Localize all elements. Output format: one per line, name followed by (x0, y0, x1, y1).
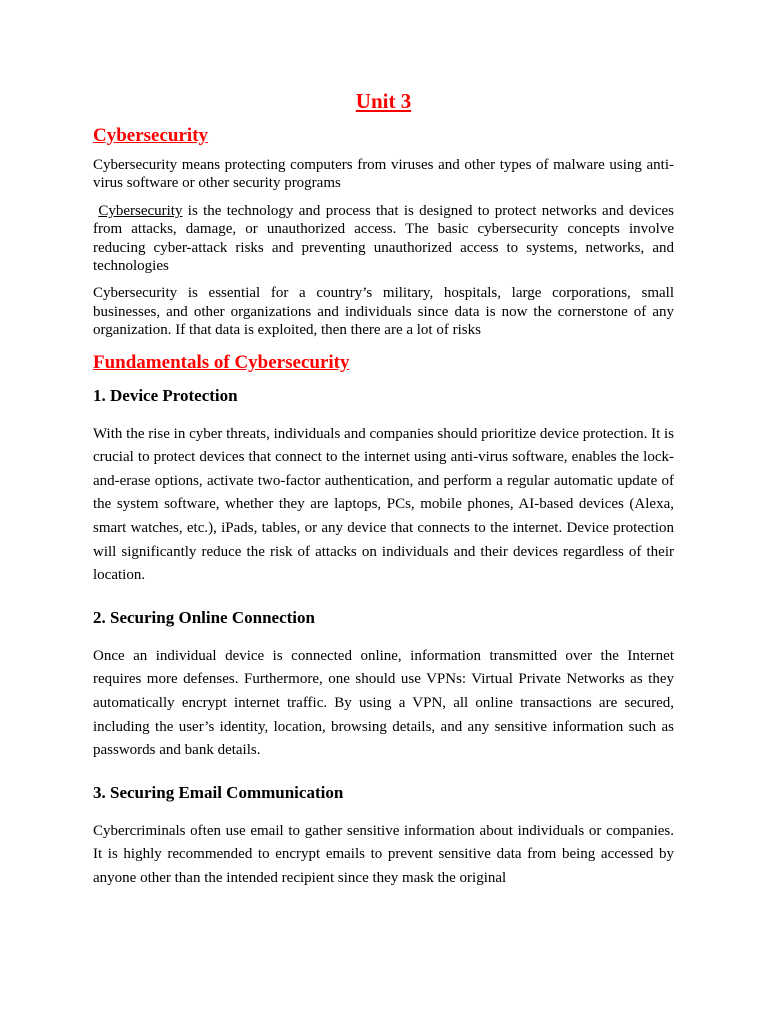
importance-paragraph: Cybersecurity is essential for a country’s military, hospitals, large corporations, small businesses, and other organizations and individuals since data is now the cornerstone of any organization. If that data is exploited, then there are a lot of risks (93, 285, 674, 339)
definition-text: is the technology and process that is designed to protect networks and devices from attacks, damage, or unauthorized access. The basic cybersecurity concepts involve reducing cyber-attack risks and preventing unauthorized access to systems, networks, and technologies (93, 202, 674, 275)
fundamentals-heading: Fundamentals of Cybersecurity (93, 351, 350, 373)
definition-paragraph (93, 202, 674, 276)
device-protection-heading: 1. Device Protection (93, 385, 238, 405)
cybersecurity-heading: Cybersecurity (93, 125, 209, 146)
document-page (93, 88, 674, 891)
email-communication-body: Cybercriminals often use email to gather sensitive information about individuals or companies. It is highly recommended to encrypt emails to prevent sensitive data from being accessed by anyone other than the intended recipient since they mask the original (93, 822, 674, 886)
online-connection-body: Once an individual device is connected online, information transmitted over the Internet requires more defenses. Furthermore, one should use VPNs: Virtual Private Networks as they automatically encrypt internet traffic. By using a VPN, all online transactions are secured, including the user’s identity, location, browsing details, and any sensitive information such as passwords and bank details. (93, 647, 674, 759)
intro-paragraph: Cybersecurity means protecting computers from viruses and other types of malware using anti-virus software or other security programs (93, 157, 674, 192)
device-protection-body: With the rise in cyber threats, individuals and companies should prioritize device protection. It is crucial to protect devices that connect to the internet using anti-virus software, enables the lock-and-erase options, activate two-factor authentication, and perform a regular automatic update of the system software, whether they are laptops, PCs, mobile phones, AI-based devices (Alexa, smart watches, etc.), iPads, tables, or any device that connects to the internet. Device protection will significantly reduce the risk of attacks on individuals and their devices regardless of their location. (93, 425, 674, 584)
email-communication-heading: 3. Securing Email Communication (93, 782, 344, 802)
cybersecurity-link[interactable]: Cybersecurity (98, 202, 183, 219)
unit-title: Unit 3 (355, 89, 412, 113)
online-connection-heading: 2. Securing Online Connection (93, 607, 315, 627)
